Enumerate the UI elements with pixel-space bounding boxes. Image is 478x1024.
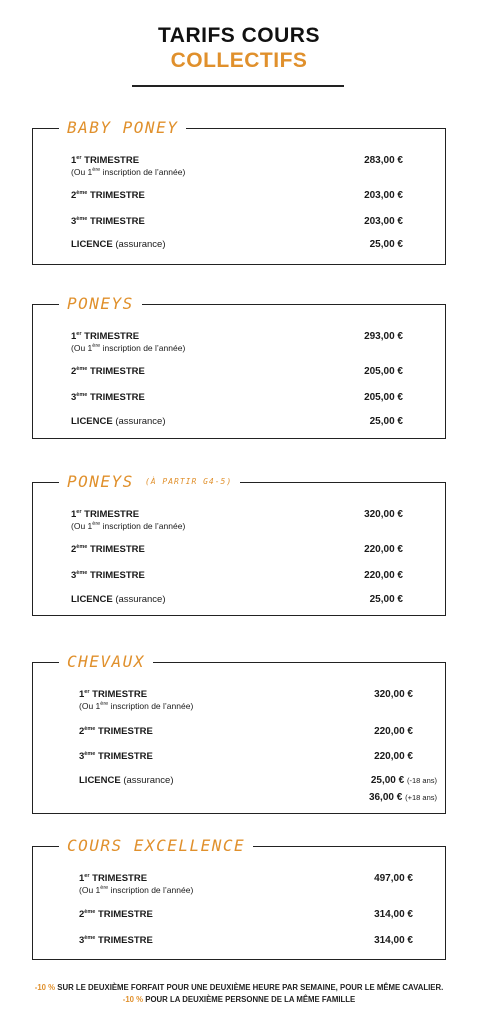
row-price: 203,00 € [364, 190, 403, 201]
section-baby-poney: BABY PONEY 1er TRIMESTRE (Ou 1ère inscription de l’année) 283,00 € 2ème TRIMESTRE 203,00 € 3ème TRIMESTRE 203,00 € LICENCE (assurance) 25,00 € [32, 128, 446, 265]
section-title: PONEYS [59, 293, 142, 315]
row-price: 220,00 € [364, 570, 403, 581]
title-divider [132, 85, 344, 87]
section-poneys-g4-5: PONEYS $^{(À PARTIR G4-5)}$ 1er TRIMESTRE (Ou 1ère inscription de l’année) 320,00 € 2ème TRIMESTRE 220,00 € 3ème TRIMESTRE 220,00 € LICENCE (assurance) 25,00 € [32, 482, 446, 616]
row-price: 205,00 € [364, 366, 403, 377]
row-price: 25,00 € [369, 239, 403, 250]
row-price: 220,00 € [364, 544, 403, 555]
row-price: 314,00 € [374, 935, 413, 946]
row-note: (Ou 1ère inscription de l’année) [71, 521, 186, 531]
section-cours-excellence: COURS EXCELLENCE 1er TRIMESTRE (Ou 1ère inscription de l’année) 497,00 € 2ème TRIMESTRE 314,00 € 3ème TRIMESTRE 314,00 € [32, 846, 446, 960]
row-price: 205,00 € [364, 392, 403, 403]
row-price: 497,00 € [374, 873, 413, 884]
row-price: 314,00 € [374, 909, 413, 920]
row-note: (Ou 1ère inscription de l’année) [71, 167, 186, 177]
discount-note-1: -10 % SUR LE DEUXIÈME FORFAIT POUR UNE DEUXIÈME HEURE PAR SEMAINE, POUR LE MÊME CAVALIER. [34, 983, 444, 992]
section-poneys: PONEYS 1er TRIMESTRE (Ou 1ère inscription de l’année) 293,00 € 2ème TRIMESTRE 205,00 € 3ème TRIMESTRE 205,00 € LICENCE (assurance) 25,00 € [32, 304, 446, 439]
page-title: TARIFS COURS [158, 24, 320, 47]
row-price: 320,00 € [364, 509, 403, 520]
section-title: BABY PONEY [59, 117, 186, 139]
row-price: 320,00 € [374, 689, 413, 700]
row-price: 25,00 € [369, 594, 403, 605]
row-note: (Ou 1ère inscription de l’année) [71, 343, 186, 353]
row-note: (Ou 1ère inscription de l’année) [79, 885, 194, 895]
section-title: CHEVAUX [59, 651, 153, 673]
row-price: 25,00 € [369, 416, 403, 427]
row-note: (Ou 1ère inscription de l’année) [79, 701, 194, 711]
row-price-secondary: 36,00 € (+18 ans) [368, 792, 437, 803]
row-price: 220,00 € [374, 751, 413, 762]
page-subtitle: COLLECTIFS [170, 49, 308, 72]
row-price: 220,00 € [374, 726, 413, 737]
section-title: COURS EXCELLENCE [59, 835, 253, 857]
section-title: PONEYS $^{(À PARTIR G4-5)}$ [59, 471, 240, 493]
section-subtitle: (À PARTIR G4-5) [144, 477, 233, 486]
row-price: 25,00 € (-18 ans) [370, 775, 437, 786]
discount-note-2: -10 % POUR LA DEUXIÈME PERSONNE DE LA MÊME FAMILLE [122, 995, 356, 1004]
row-price: 283,00 € [364, 155, 403, 166]
row-price: 293,00 € [364, 331, 403, 342]
row-price: 203,00 € [364, 216, 403, 227]
section-chevaux: CHEVAUX 1er TRIMESTRE (Ou 1ère inscription de l’année) 320,00 € 2ème TRIMESTRE 220,00 € 3ème TRIMESTRE 220,00 € LICENCE (assurance) 25,00 € (-18 ans) 36,00 € (+18 ans) [32, 662, 446, 814]
